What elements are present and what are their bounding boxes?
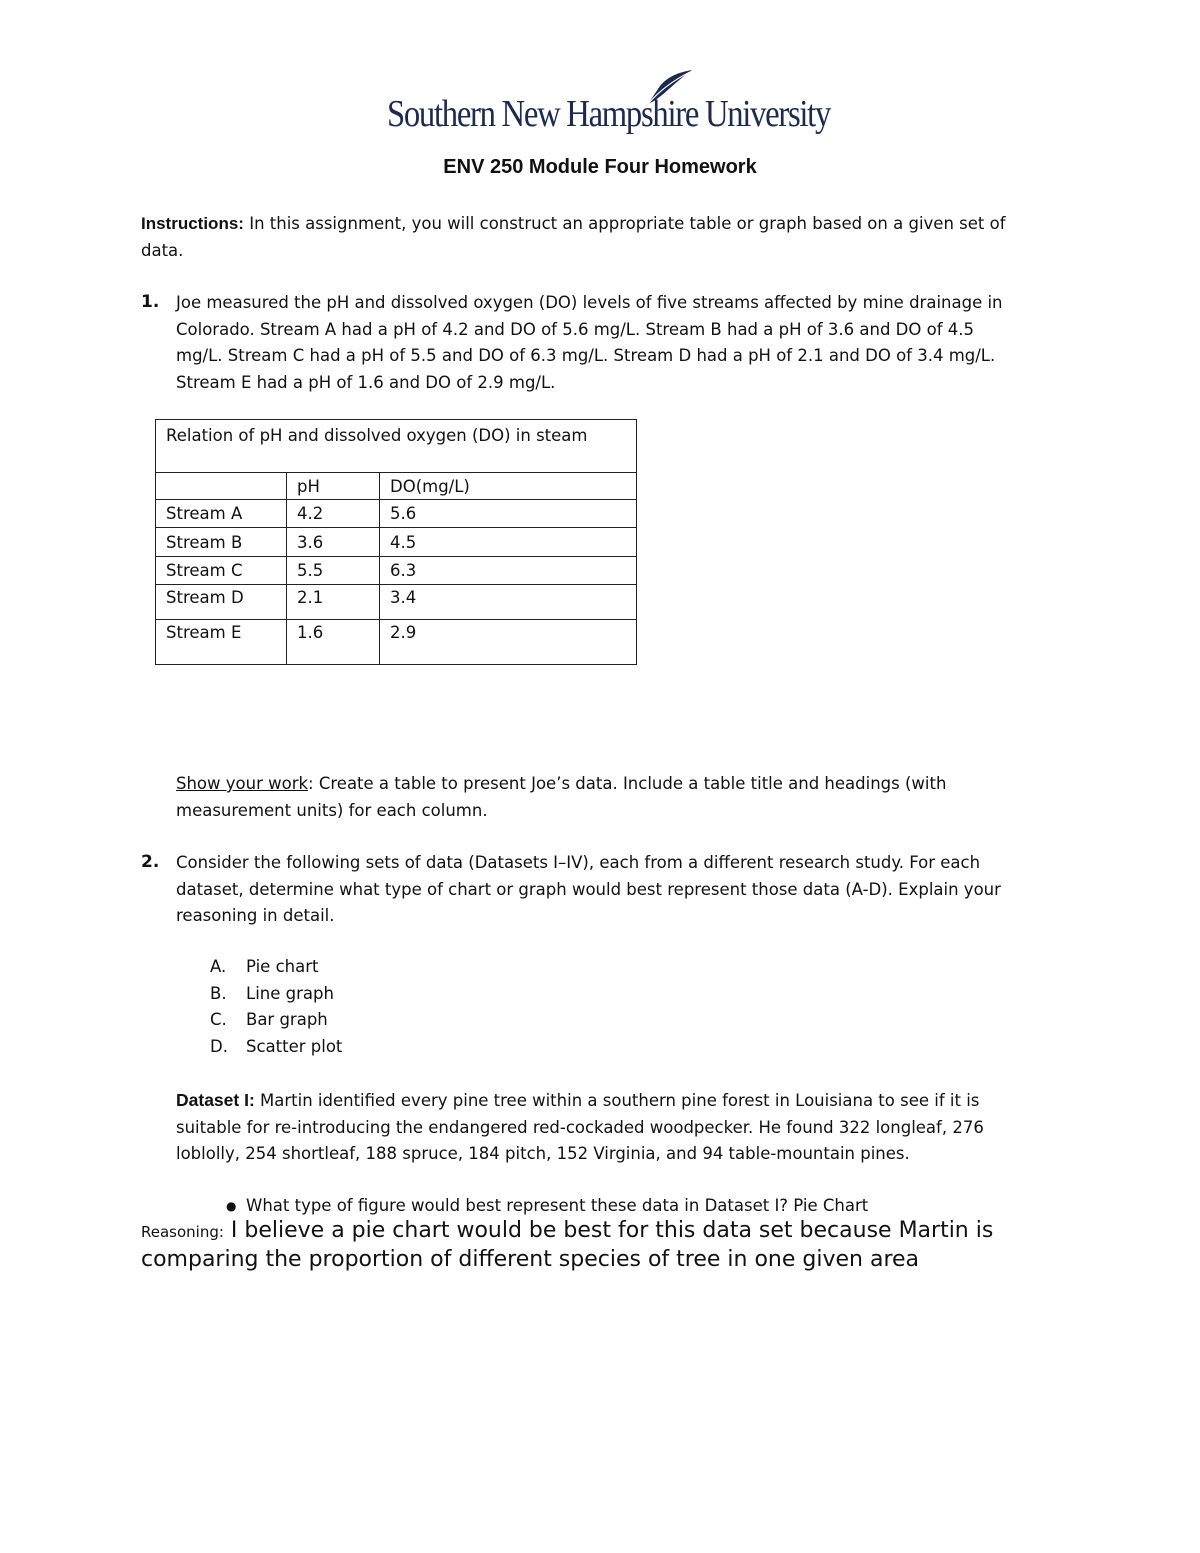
show-work-text: : Create a table to present Joe’s data. Include a table title and headings (with [308, 774, 947, 793]
table-cell: 2.1 [287, 585, 380, 620]
q2-line: Consider the following sets of data (Datasets I–IV), each from a different research study. For each [176, 853, 981, 872]
dataset-1-line: loblolly, 254 shortleaf, 188 spruce, 184 pitch, 152 Virginia, and 94 table-mountain pines. [176, 1144, 910, 1163]
dataset-1-question: What type of figure would best represent these data in Dataset I? Pie Chart [246, 1196, 869, 1215]
option-item [210, 984, 334, 1003]
logo-wordmark: Southern New Hampshire University [387, 93, 831, 135]
dataset-1-paragraph [176, 1087, 984, 1168]
q2-line: reasoning in detail. [176, 906, 335, 925]
table-row [156, 585, 637, 620]
table-cell: 3.6 [287, 528, 380, 557]
dataset-1-line: Martin identified every pine tree within a southern pine forest in Louisiana to see if it is [254, 1091, 980, 1110]
table-row [156, 528, 637, 557]
table-cell: 5.5 [287, 557, 380, 585]
option-text: Scatter plot [246, 1037, 343, 1056]
option-item [210, 1037, 342, 1056]
reasoning-text-line2: comparing the proportion of different species of tree in one given area [141, 1247, 920, 1272]
table-cell: Stream A [156, 500, 287, 528]
option-text: Line graph [246, 984, 334, 1003]
page-title: ENV 250 Module Four Homework [443, 156, 757, 178]
table-row [156, 500, 637, 528]
reasoning-text: I believe a pie chart would be best for this data set because Martin is [223, 1218, 994, 1243]
table-header-cell: DO(mg/L) [380, 473, 637, 500]
table-header-cell: pH [287, 473, 380, 500]
option-letter: B. [210, 984, 227, 1003]
table-cell: 1.6 [287, 620, 380, 665]
reasoning-answer [141, 1217, 993, 1275]
question-2-number: 2. [141, 852, 160, 872]
bullet-icon: ● [226, 1199, 237, 1213]
table-cell: Stream C [156, 557, 287, 585]
table-cell: 2.9 [380, 620, 637, 665]
option-item [210, 957, 318, 976]
table-cell: 4.2 [287, 500, 380, 528]
table-header-cell [156, 473, 287, 500]
q1-line: mg/L. Stream C had a pH of 5.5 and DO of 6.3 mg/L. Stream D had a pH of 2.1 and DO of 3.4 mg/L. [176, 346, 996, 365]
option-letter: A. [210, 957, 227, 976]
reasoning-label: Reasoning: [141, 1223, 224, 1241]
option-item [210, 1010, 328, 1029]
show-your-work-paragraph [176, 771, 946, 824]
question-2-text [176, 850, 1001, 930]
show-work-text-line2: measurement units) for each column. [176, 800, 488, 820]
stream-data-table [155, 419, 637, 665]
dataset-1-line: suitable for re-introducing the endangered red-cockaded woodpecker. He found 322 longleaf, 276 [176, 1117, 984, 1137]
instructions-label: Instructions: [141, 214, 244, 233]
instructions-text: In this assignment, you will construct an appropriate table or graph based on a given set of [243, 214, 1006, 233]
option-text: Bar graph [246, 1010, 328, 1029]
q1-line: Joe measured the pH and dissolved oxygen (DO) levels of five streams affected by mine drainage in [176, 293, 1003, 312]
q2-line: dataset, determine what type of chart or graph would best represent those data (A-D). Explain your [176, 879, 1001, 899]
table-cell: 3.4 [380, 585, 637, 620]
instructions-text-line2: data. [141, 240, 184, 260]
q1-line: Stream E had a pH of 1.6 and DO of 2.9 mg/L. [176, 372, 556, 392]
university-logo [385, 68, 831, 138]
table-cell: 6.3 [380, 557, 637, 585]
table-row [156, 557, 637, 585]
q1-line: Colorado. Stream A had a pH of 4.2 and DO of 5.6 mg/L. Stream B had a pH of 3.6 and DO of 4.5 [176, 319, 975, 339]
table-cell: Stream B [156, 528, 287, 557]
table-cell: 4.5 [380, 528, 637, 557]
table-cell: Stream E [156, 620, 287, 665]
option-text: Pie chart [246, 957, 319, 976]
question-1-number: 1. [141, 292, 160, 312]
show-work-label: Show your work [176, 774, 309, 793]
question-1-text [176, 290, 1003, 396]
option-letter: D. [210, 1037, 228, 1056]
table-title: Relation of pH and dissolved oxygen (DO) in steam [156, 420, 637, 473]
table-cell: Stream D [156, 585, 287, 620]
table-row [156, 620, 637, 665]
option-letter: C. [210, 1010, 227, 1029]
table-cell: 5.6 [380, 500, 637, 528]
dataset-1-label: Dataset I: [176, 1090, 255, 1110]
instructions-paragraph [141, 211, 1006, 264]
